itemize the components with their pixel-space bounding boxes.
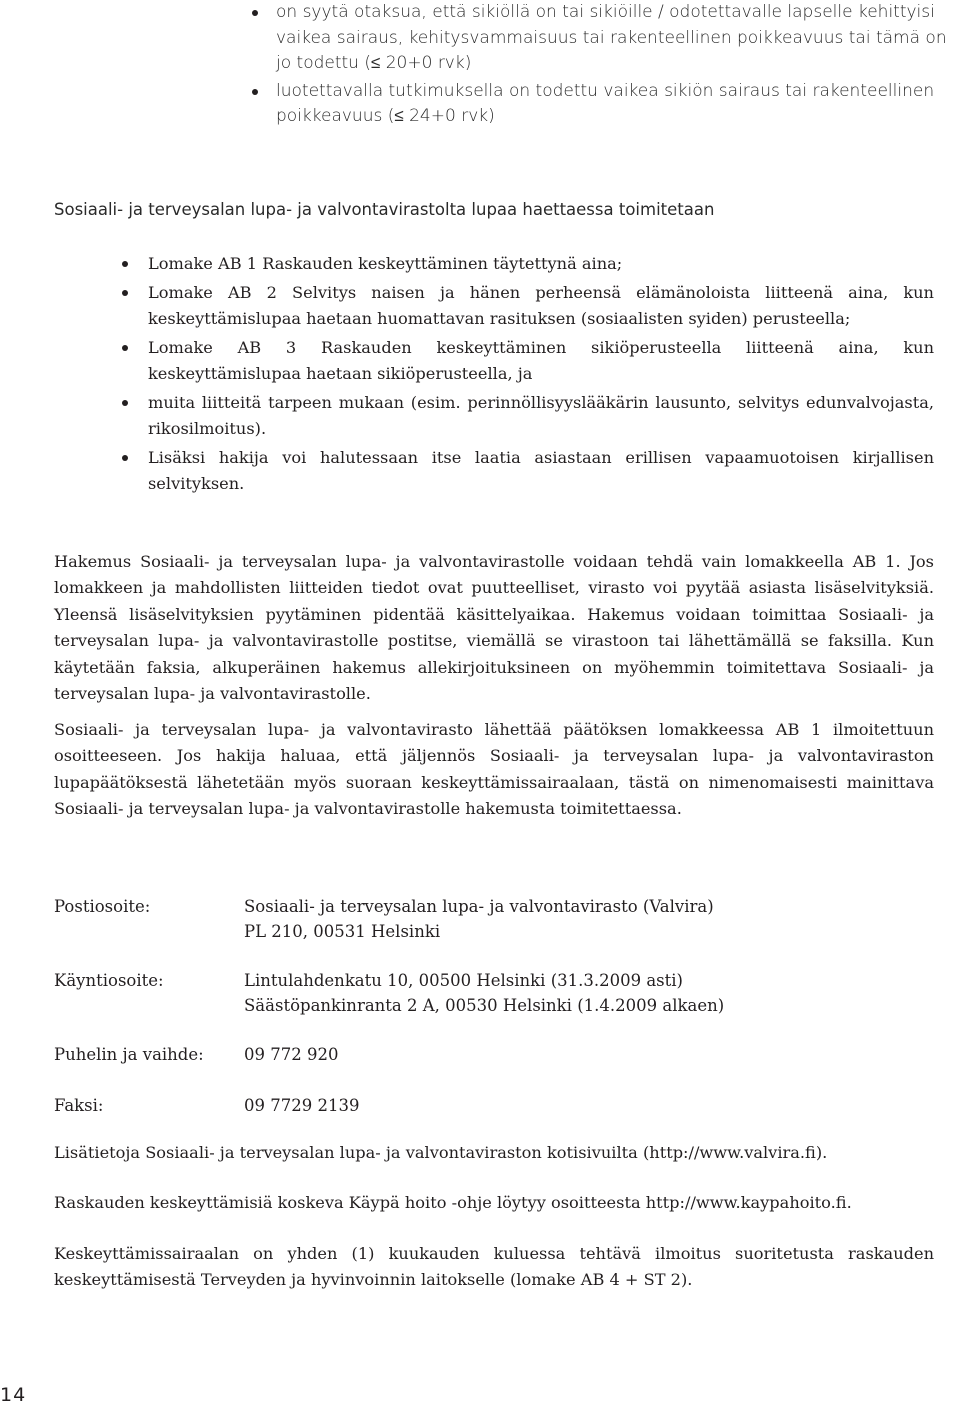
list-item [276,79,960,130]
postal-address-label: Postiosoite: [54,897,151,916]
visiting-address-line-1: Lintulahdenkatu 10, 00500 Helsinki (31.3.2009 asti) [244,971,683,990]
list-item-text: muita liitteitä tarpeen mukaan (esim. perinnöllisyyslääkärin lausunto, selvitys edunvalvojasta, rikosilmoitus). [148,393,934,438]
list-item-text: luotettavalla tutkimuksella on todettu vaikea sikiön sairaus tai rakenteellinen poikkeavuus (≤ 24+0 rvk) [276,80,935,126]
list-item [148,335,934,387]
list-item [148,251,934,277]
postal-address-line-1: Sosiaali- ja terveysalan lupa- ja valvontavirasto (Valvira) [244,897,714,916]
fax-value: 09 7729 2139 [244,1096,360,1115]
page-number: 14 [0,1384,27,1406]
list-item [148,390,934,442]
info-care-guideline: Raskauden keskeyttämisiä koskeva Käypä hoito -ohje löytyy osoitteesta http://www.kaypahoito.fi. [54,1193,852,1212]
bullet-icon [122,345,128,351]
info-notification: Keskeyttämissairaalan on yhden (1) kuukauden kuluessa tehtävä ilmoitus suoritetusta raskauden keskeyttämisestä Terveyden ja hyvinvoinnin laitokselle (lomake AB 4 + ST 2). [54,1244,934,1290]
application-paragraph: Hakemus Sosiaali- ja terveysalan lupa- ja valvontavirastolle voidaan tehdä vain lomakkeella AB 1. Jos lomakkeen ja mahdollisten liitteiden tiedot ovat puutteelliset, virasto voi pyytää asiasta lisäselvityksiä. Yleensä lisäselvityksien pyytäminen pidentää käsittelyaikaa. Hakemus voidaan toimittaa Sosiaali- ja terveysalan lupa- ja valvontavirastolle postitse, viemällä se virastoon tai lähettämällä se faksilla. Kun käytetään faksia, alkuperäinen hakemus allekirjoituksineen on myöhemmin toimitettava Sosiaali- ja terveysalan lupa- ja valvontavirastolle. [54,552,934,704]
phone-label: Puhelin ja vaihde: [54,1045,204,1064]
postal-address-line-2: PL 210, 00531 Helsinki [244,922,441,941]
fax-label: Faksi: [54,1096,104,1115]
bullet-icon [122,261,128,267]
bullet-icon [252,89,258,95]
list-item [276,0,960,77]
list-item-text: Lomake AB 3 Raskauden keskeyttäminen sikiöperusteella liitteenä aina, kun keskeyttämislupaa haetaan sikiöperusteella, ja [148,338,934,383]
list-item [148,280,934,332]
phone-value: 09 772 920 [244,1045,339,1064]
list-item-text: Lisäksi hakija voi halutessaan itse laatia asiastaan erillisen vapaamuotoisen kirjallisen selvityksen. [148,448,934,493]
criteria-list [276,0,960,132]
info-website: Lisätietoja Sosiaali- ja terveysalan lupa- ja valvontaviraston kotisivuilta (http://www.valvira.fi). [54,1143,828,1162]
forms-list [148,251,934,500]
bullet-icon [252,10,258,16]
list-item [148,445,934,497]
bullet-icon [122,290,128,296]
decision-paragraph: Sosiaali- ja terveysalan lupa- ja valvontavirasto lähettää päätöksen lomakkeessa AB 1 ilmoitettuun osoitteeseen. Jos hakija haluaa, että jäljennös Sosiaali- ja terveysalan lupa- ja valvontaviraston lupapäätöksestä lähetetään myös suoraan keskeyttämissairaalaan, tästä on nimenomaisesti mainittava Sosiaali- ja terveysalan lupa- ja valvontavirastolle hakemusta toimitettaessa. [54,720,934,819]
visiting-address-line-2: Säästöpankinranta 2 A, 00530 Helsinki (1.4.2009 alkaen) [244,996,725,1015]
list-item-text: on syytä otaksua, että sikiöllä on tai sikiöille / odotettavalle lapselle kehittyisi vaikea sairaus, kehitysvammaisuus tai rakenteellinen poikkeavuus tai tämä on jo todettu (≤ 20+0 rvk) [276,2,947,73]
bullet-icon [122,455,128,461]
list-item-text: Lomake AB 1 Raskauden keskeyttäminen täytettynä aina; [148,254,623,273]
visiting-address-label: Käyntiosoite: [54,971,164,990]
list-item-text: Lomake AB 2 Selvitys naisen ja hänen perheensä elämänoloista liitteenä aina, kun keskeyttämislupaa haetaan huomattavan rasituksen (sosiaalisten syiden) perusteella; [148,283,934,328]
section-heading: Sosiaali- ja terveysalan lupa- ja valvontavirastolta lupaa haettaessa toimitetaan [54,200,715,219]
bullet-icon [122,400,128,406]
